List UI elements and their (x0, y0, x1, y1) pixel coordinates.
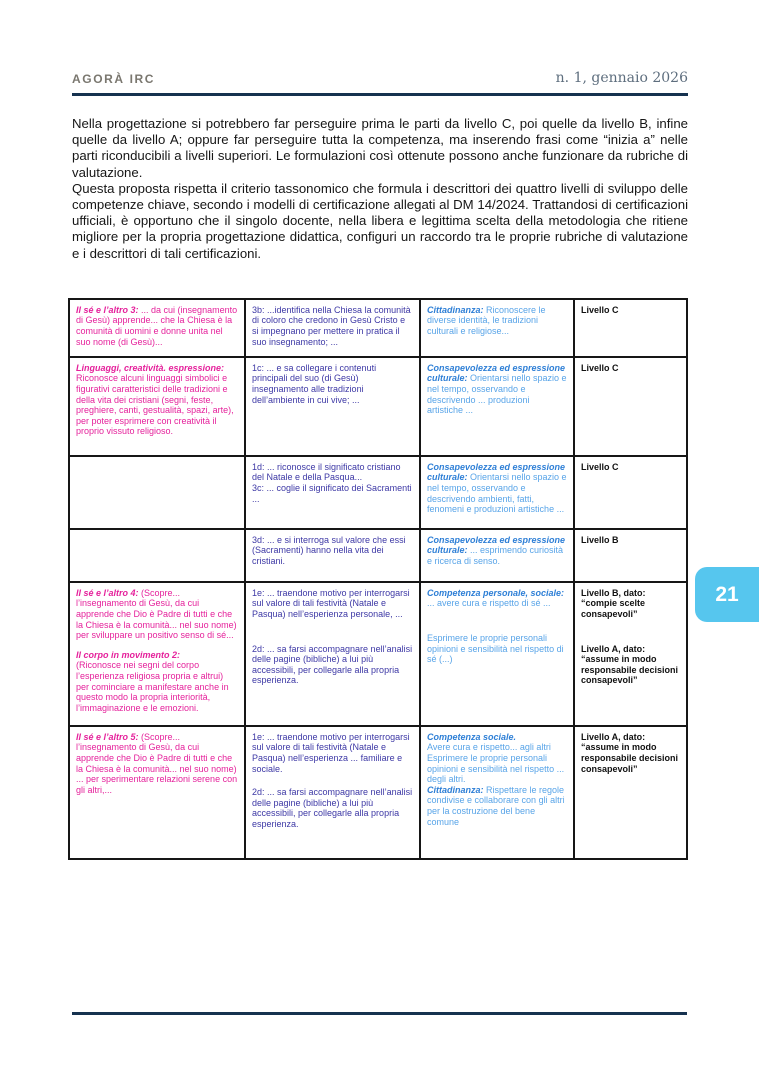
table-row (69, 456, 687, 529)
livello-cell (574, 726, 687, 859)
obiettivi-cell (245, 357, 420, 456)
competence-body: Orientarsi nello spazio e nel tempo, osservando e descrivendo ambienti, fatti, fenomeni e produzioni artistiche ... (427, 472, 567, 515)
competence-body: Esprimere le proprie personali opinioni e sensibilità nel rispetto di sé (...) (427, 633, 564, 665)
campi-cell (69, 357, 245, 456)
objective-text: 1e: ... traendone motivo per interrogarsi sul valore di tali festività (Natale e Pasqua) nell’esperienza ... familiare e sociale. (252, 731, 410, 774)
level-label: Livello A, dato: “assume in modo responsabile decisioni consapevoli” (581, 731, 679, 774)
objective-text: 1d: ... riconosce il significato cristiano del Natale e della Pasqua... (252, 461, 401, 483)
obiettivi-cell (245, 726, 420, 859)
competence-body: Avere cura e rispetto... agli altri (427, 742, 551, 753)
obiettivi-cell (245, 299, 420, 357)
livello-cell (574, 456, 687, 529)
table-row (69, 726, 687, 859)
field-body: Riconosce alcuni linguaggi simbolici e figurativi caratteristici delle tradizioni e della vita dei cristiani (segni, feste, preghiere, canti, gestualità, spazi, arte), per poter esprimere con creatività il proprio vissuto religioso. (76, 373, 234, 437)
competence-heading: Cittadinanza: (427, 784, 484, 795)
field-heading: Linguaggi, creatività. espressione: (76, 362, 225, 373)
body-text (72, 116, 688, 262)
objective-text: 2d: ... sa farsi accompagnare nell’analisi delle pagine (bibliche) a lui più accessibili, per collegarle alla propria esperienza. (252, 643, 413, 686)
competenze-cell (420, 529, 574, 582)
field-heading: Il corpo in movimento 2: (76, 649, 181, 660)
page-number-badge (695, 567, 759, 622)
campi-cell (69, 456, 245, 529)
competence-heading: Cittadinanza: (427, 304, 484, 315)
competence-heading: Competenza sociale. (427, 731, 517, 742)
level-label: Livello B, dato: “compie scelte consapevoli” (581, 587, 646, 620)
competenze-cell (420, 582, 574, 726)
field-heading: Il sé e l’altro 3: (76, 304, 139, 315)
competence-body: ... esprimendo curiosità e ricerca di senso. (427, 545, 564, 567)
level-label: Livello C (581, 362, 619, 373)
field-body: (Scopre... l’insegnamento di Gesù, da cui apprende che Dio è Padre di tutti e che la Chiesa è la comunità... nel suo nome) per sviluppare un positivo senso di sé... (76, 587, 237, 641)
competence-heading: Competenza personale, sociale: (427, 587, 565, 598)
competence-body: Orientarsi nello spazio e nel tempo, osservando e descrivendo ... produzioni artistiche ... (427, 373, 567, 416)
objective-text: 1e: ... traendone motivo per interrogarsi sul valore di tali festività (Natale e Pasqua) nell’esperienza personale, ... (252, 587, 410, 620)
campi-cell (69, 299, 245, 357)
body-paragraph: Questa proposta rispetta il criterio tassonomico che formula i descrittori dei quattro livelli di sviluppo delle competenze chiave, secondo i modelli di certificazione allegati al DM 14/2024. Trattandosi di certificazioni ufficiali, è opportuno che il singolo docente, nella libera e legittima scelta della metodologia che ritiene migliore per la propria progettazione didattica, configuri un raccordo tra le proprie rubriche di valutazione e i descrittori di tali certificazioni. (72, 180, 688, 261)
level-label: Livello C (581, 461, 619, 472)
journal-title: AGORÀ IRC (72, 72, 156, 86)
competence-body: Riconoscere le diverse identità, le tradizioni culturali e religiose... (427, 304, 546, 337)
competency-table (68, 298, 688, 860)
competenze-cell (420, 456, 574, 529)
level-label: Livello B (581, 534, 619, 545)
issue-label: n. 1, gennaio 2026 (555, 70, 688, 86)
competenze-cell (420, 726, 574, 859)
footer-rule (72, 1012, 687, 1015)
field-body: ... da cui (insegnamento di Gesù) apprende... che la Chiesa è la comunità di uomini e donne unita nel suo nome (di Gesù)... (76, 304, 238, 347)
obiettivi-cell (245, 529, 420, 582)
body-paragraph: Nella progettazione si potrebbero far perseguire prima le parti da livello C, poi quelle da livello B, infine quelle da livello A; oppure far perseguire tutta la competenza, ma inserendo frasi come “inizia a” nelle parti riconducibili a livelli superiori. Le formulazioni così ottenute possono anche funzionare da rubriche di valutazione. (72, 116, 688, 180)
competenze-cell (420, 299, 574, 357)
objective-text: 3d: ... e si interroga sul valore che essi (Sacramenti) hanno nella vita dei cristiani. (252, 534, 406, 567)
livello-cell (574, 357, 687, 456)
livello-cell (574, 582, 687, 726)
competence-heading: Consapevolezza ed espressione culturale: (427, 461, 566, 483)
field-heading: Il sé e l’altro 4: (76, 587, 139, 598)
campi-cell (69, 582, 245, 726)
livello-cell (574, 299, 687, 357)
obiettivi-cell (245, 456, 420, 529)
page-number: 21 (715, 582, 739, 606)
objective-text: 3b: ...identifica nella Chiesa la comunità di coloro che credono in Gesù Cristo e si impegnano per mettere in pratica il suo insegnamento; ... (252, 304, 411, 347)
objective-text: 2d: ... sa farsi accompagnare nell’analisi delle pagine (bibliche) a lui più accessibili, per collegarle alla propria esperienza. (252, 787, 413, 829)
field-heading: Il sé e l’altro 5: (76, 731, 139, 742)
field-body: (Riconosce nei segni del corpo l’esperienza religiosa propria e altrui) per cominciare a manifestare anche in questo modo la propria interiorità, l’immaginazione e le emozioni. (76, 660, 229, 713)
livello-cell (574, 529, 687, 582)
competenze-cell (420, 357, 574, 456)
campi-cell (69, 529, 245, 582)
competence-heading: Consapevolezza ed espressione culturale: (427, 362, 566, 384)
table-row (69, 582, 687, 726)
objective-text: 3c: ... coglie il significato dei Sacramenti ... (252, 483, 412, 504)
table-row (69, 529, 687, 582)
level-label: Livello C (581, 304, 619, 315)
masthead (72, 70, 688, 86)
obiettivi-cell (245, 582, 420, 726)
campi-cell (69, 726, 245, 859)
objective-text: 1c: ... e sa collegare i contenuti principali del suo (di Gesù) insegnamento alle tradizioni dell’ambiente in cui vive; ... (252, 362, 377, 405)
competence-heading: Consapevolezza ed espressione culturale: (427, 534, 566, 556)
competence-body: Esprimere le proprie personali opinioni e sensibilità nel rispetto ... degli altri. (427, 753, 565, 785)
level-label: Livello A, dato: “assume in modo responsabile decisioni consapevoli” (581, 643, 679, 686)
competence-body: Rispettare le regole condivise e collaborare con gli altri per la costruzione del bene comune (427, 784, 565, 827)
table-row (69, 357, 687, 456)
field-body: (Scopre... l’insegnamento di Gesù, da cui apprende che Dio è Padre di tutti e che la Chiesa è la comunità... nel suo nome) ... per sperimentare relazioni serene con gli altri,... (76, 731, 238, 795)
competence-body: ... avere cura e rispetto di sé ... (427, 598, 551, 609)
table-row (69, 299, 687, 357)
header-rule (72, 93, 688, 96)
